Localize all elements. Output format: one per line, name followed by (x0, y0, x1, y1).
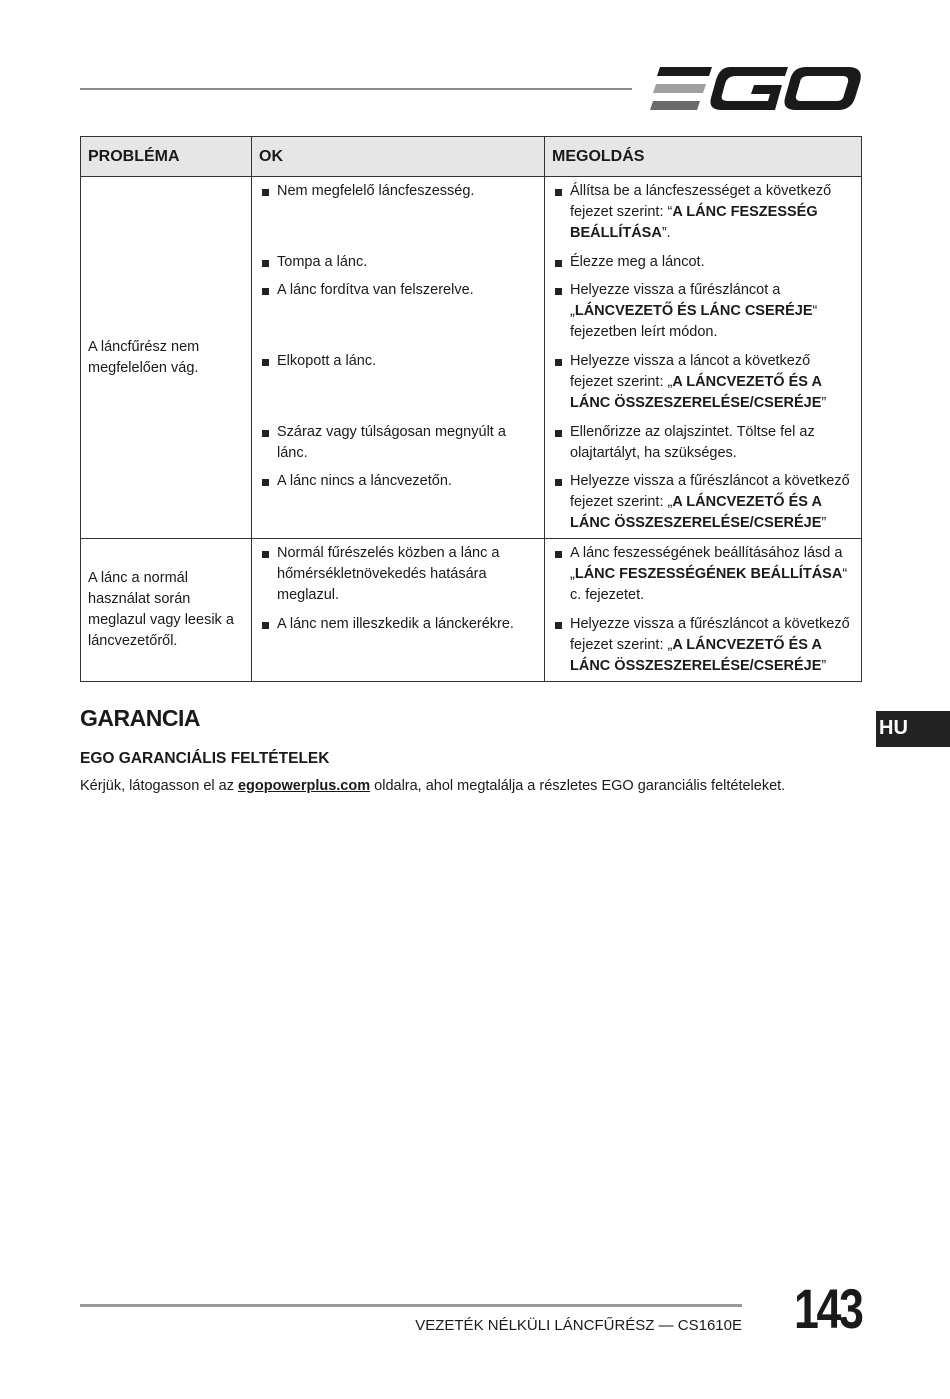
bullet-icon (555, 359, 562, 366)
cause-item: A lánc fordítva van felszerelve. (252, 280, 544, 351)
bullet-icon (555, 551, 562, 558)
cause-cell (252, 177, 545, 539)
cause-cell (252, 539, 545, 682)
website-link[interactable]: egopowerplus.com (237, 778, 371, 794)
cause-item: A lánc nem illeszkedik a lánckerékre. (252, 614, 544, 681)
solution-item: Élezze meg a láncot. (545, 252, 861, 280)
bullet-icon (262, 260, 269, 267)
bullet-icon (555, 622, 562, 629)
section-title: GARANCIA (80, 705, 200, 731)
cause-item: A lánc nincs a láncvezetőn. (252, 471, 544, 538)
solution-item: Helyezze vissza a fűrészláncot a következő fejezet szerint: „A LÁNCVEZETŐ ÉS A LÁNC ÖSSZESZERELÉSE/CSERÉJE” (545, 614, 861, 681)
header-problem: PROBLÉMA (81, 137, 252, 177)
problem-cell: A lánc a normál használat során meglazul vagy leesik a láncvezetőről. (81, 539, 252, 682)
language-tab: HU (876, 711, 950, 747)
bullet-icon (262, 288, 269, 295)
solution-item: Helyezze vissza a fűrészláncot a következő fejezet szerint: „A LÁNCVEZETŐ ÉS A LÁNC ÖSSZESZERELÉSE/CSERÉJE” (545, 471, 861, 538)
solution-item: Állítsa be a láncfeszességet a következő fejezet szerint: “A LÁNC FESZESSÉG BEÁLLÍTÁSA”. (545, 181, 861, 252)
bullet-icon (262, 430, 269, 437)
section-subtitle: EGO GARANCIÁLIS FELTÉTELEK (80, 750, 330, 767)
solution-cell (545, 177, 862, 539)
header-solution: MEGOLDÁS (545, 137, 862, 177)
bullet-icon (262, 622, 269, 629)
table-row (81, 539, 862, 682)
bullet-icon (262, 189, 269, 196)
footer-title: VEZETÉK NÉLKÜLI LÁNCFŰRÉSZ — CS1610E (415, 1317, 742, 1334)
header-cause: OK (252, 137, 545, 177)
page-number: 143 (794, 1277, 862, 1340)
problem-cell: A láncfűrész nem megfelelően vág. (81, 177, 252, 539)
bullet-icon (555, 260, 562, 267)
bullet-icon (262, 359, 269, 366)
bullet-icon (262, 479, 269, 486)
bullet-icon (555, 430, 562, 437)
cause-item: Normál fűrészelés közben a lánc a hőmérsékletnövekedés hatására meglazul. (252, 543, 544, 614)
cause-item: Nem megfelelő láncfeszesség. (252, 181, 544, 252)
solution-item: Ellenőrizze az olajszintet. Töltse fel az olajtartályt, ha szükséges. (545, 422, 861, 471)
solution-item: A lánc feszességének beállításához lásd a „LÁNC FESZESSÉGÉNEK BEÁLLÍTÁSA“ c. fejezetet. (545, 543, 861, 614)
solution-item: Helyezze vissza a láncot a következő fejezet szerint: „A LÁNCVEZETŐ ÉS A LÁNC ÖSSZESZERELÉSE/CSERÉJE” (545, 351, 861, 422)
bullet-icon (555, 479, 562, 486)
cause-item: Tompa a lánc. (252, 252, 544, 280)
bullet-icon (555, 288, 562, 295)
solution-item: Helyezze vissza a fűrészláncot a „LÁNCVEZETŐ ÉS LÁNC CSERÉJE“ fejezetben leírt módon. (545, 280, 861, 351)
table-row (81, 177, 862, 539)
cause-item: Száraz vagy túlságosan megnyúlt a lánc. (252, 422, 544, 471)
warranty-paragraph: Kérjük, látogasson el az egopowerplus.com oldalra, ahol megtalálja a részletes EGO garanciális feltételeket. (80, 778, 786, 794)
table-header-row (81, 137, 862, 177)
troubleshooting-table (80, 136, 862, 682)
solution-cell (545, 539, 862, 682)
ego-logo (650, 64, 862, 114)
cause-item: Elkopott a lánc. (252, 351, 544, 422)
header-rule (80, 88, 632, 90)
footer-rule (80, 1304, 742, 1307)
bullet-icon (555, 189, 562, 196)
bullet-icon (262, 551, 269, 558)
